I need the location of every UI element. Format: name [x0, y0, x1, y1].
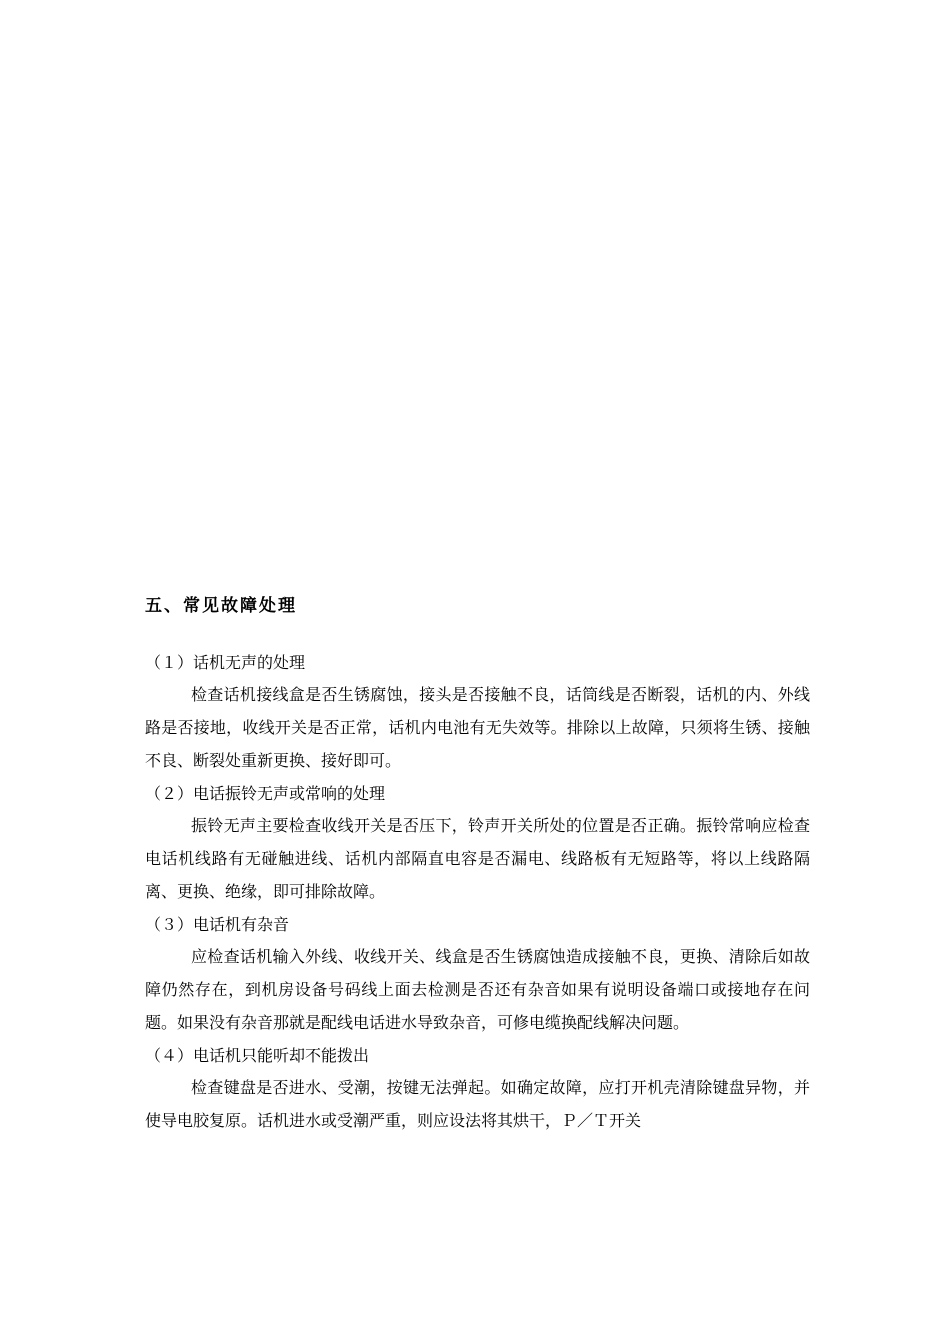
fault-heading-3: （３）电话机有杂音: [145, 915, 290, 934]
fault-body-1: 检查话机接线盒是否生锈腐蚀，接头是否接触不良，话筒线是否断裂，话机的内、外线路是否接地，收线开关是否正常，话机内电池有无失效等。排除以上故障，只须将生锈、接触不良、断裂处重新更换、接好即可。: [145, 685, 810, 770]
fault-heading-2: （２）电话振铃无声或常响的处理: [145, 784, 386, 803]
fault-item-1: [145, 648, 810, 777]
section-title: 五、常见故障处理: [145, 596, 297, 616]
fault-item-3: [145, 910, 810, 1039]
fault-body-3: 应检查话机输入外线、收线开关、线盒是否生锈腐蚀造成接触不良，更换、清除后如故障仍然存在，到机房设备号码线上面去检测是否还有杂音如果有说明设备端口或接地存在问题。如果没有杂音那就是配线电话进水导致杂音，可修电缆换配线解决问题。: [145, 947, 810, 1032]
fault-body-4: 检查键盘是否进水、受潮，按键无法弹起。如确定故障，应打开机壳清除键盘异物，并使导电胶复原。话机进水或受潮严重，则应设法将其烘干，Ｐ／Ｔ开关: [145, 1078, 810, 1130]
document-content: [145, 594, 810, 1139]
fault-body-2: 振铃无声主要检查收线开关是否压下，铃声开关所处的位置是否正确。振铃常响应检查电话机线路有无碰触进线、话机内部隔直电容是否漏电、线路板有无短路等，将以上线路隔离、更换、绝缘，即可排除故障。: [145, 816, 810, 901]
fault-item-2: [145, 779, 810, 908]
fault-heading-4: （４）电话机只能听却不能拨出: [145, 1046, 370, 1065]
fault-item-4: [145, 1041, 810, 1137]
fault-heading-1: （１）话机无声的处理: [145, 653, 306, 672]
